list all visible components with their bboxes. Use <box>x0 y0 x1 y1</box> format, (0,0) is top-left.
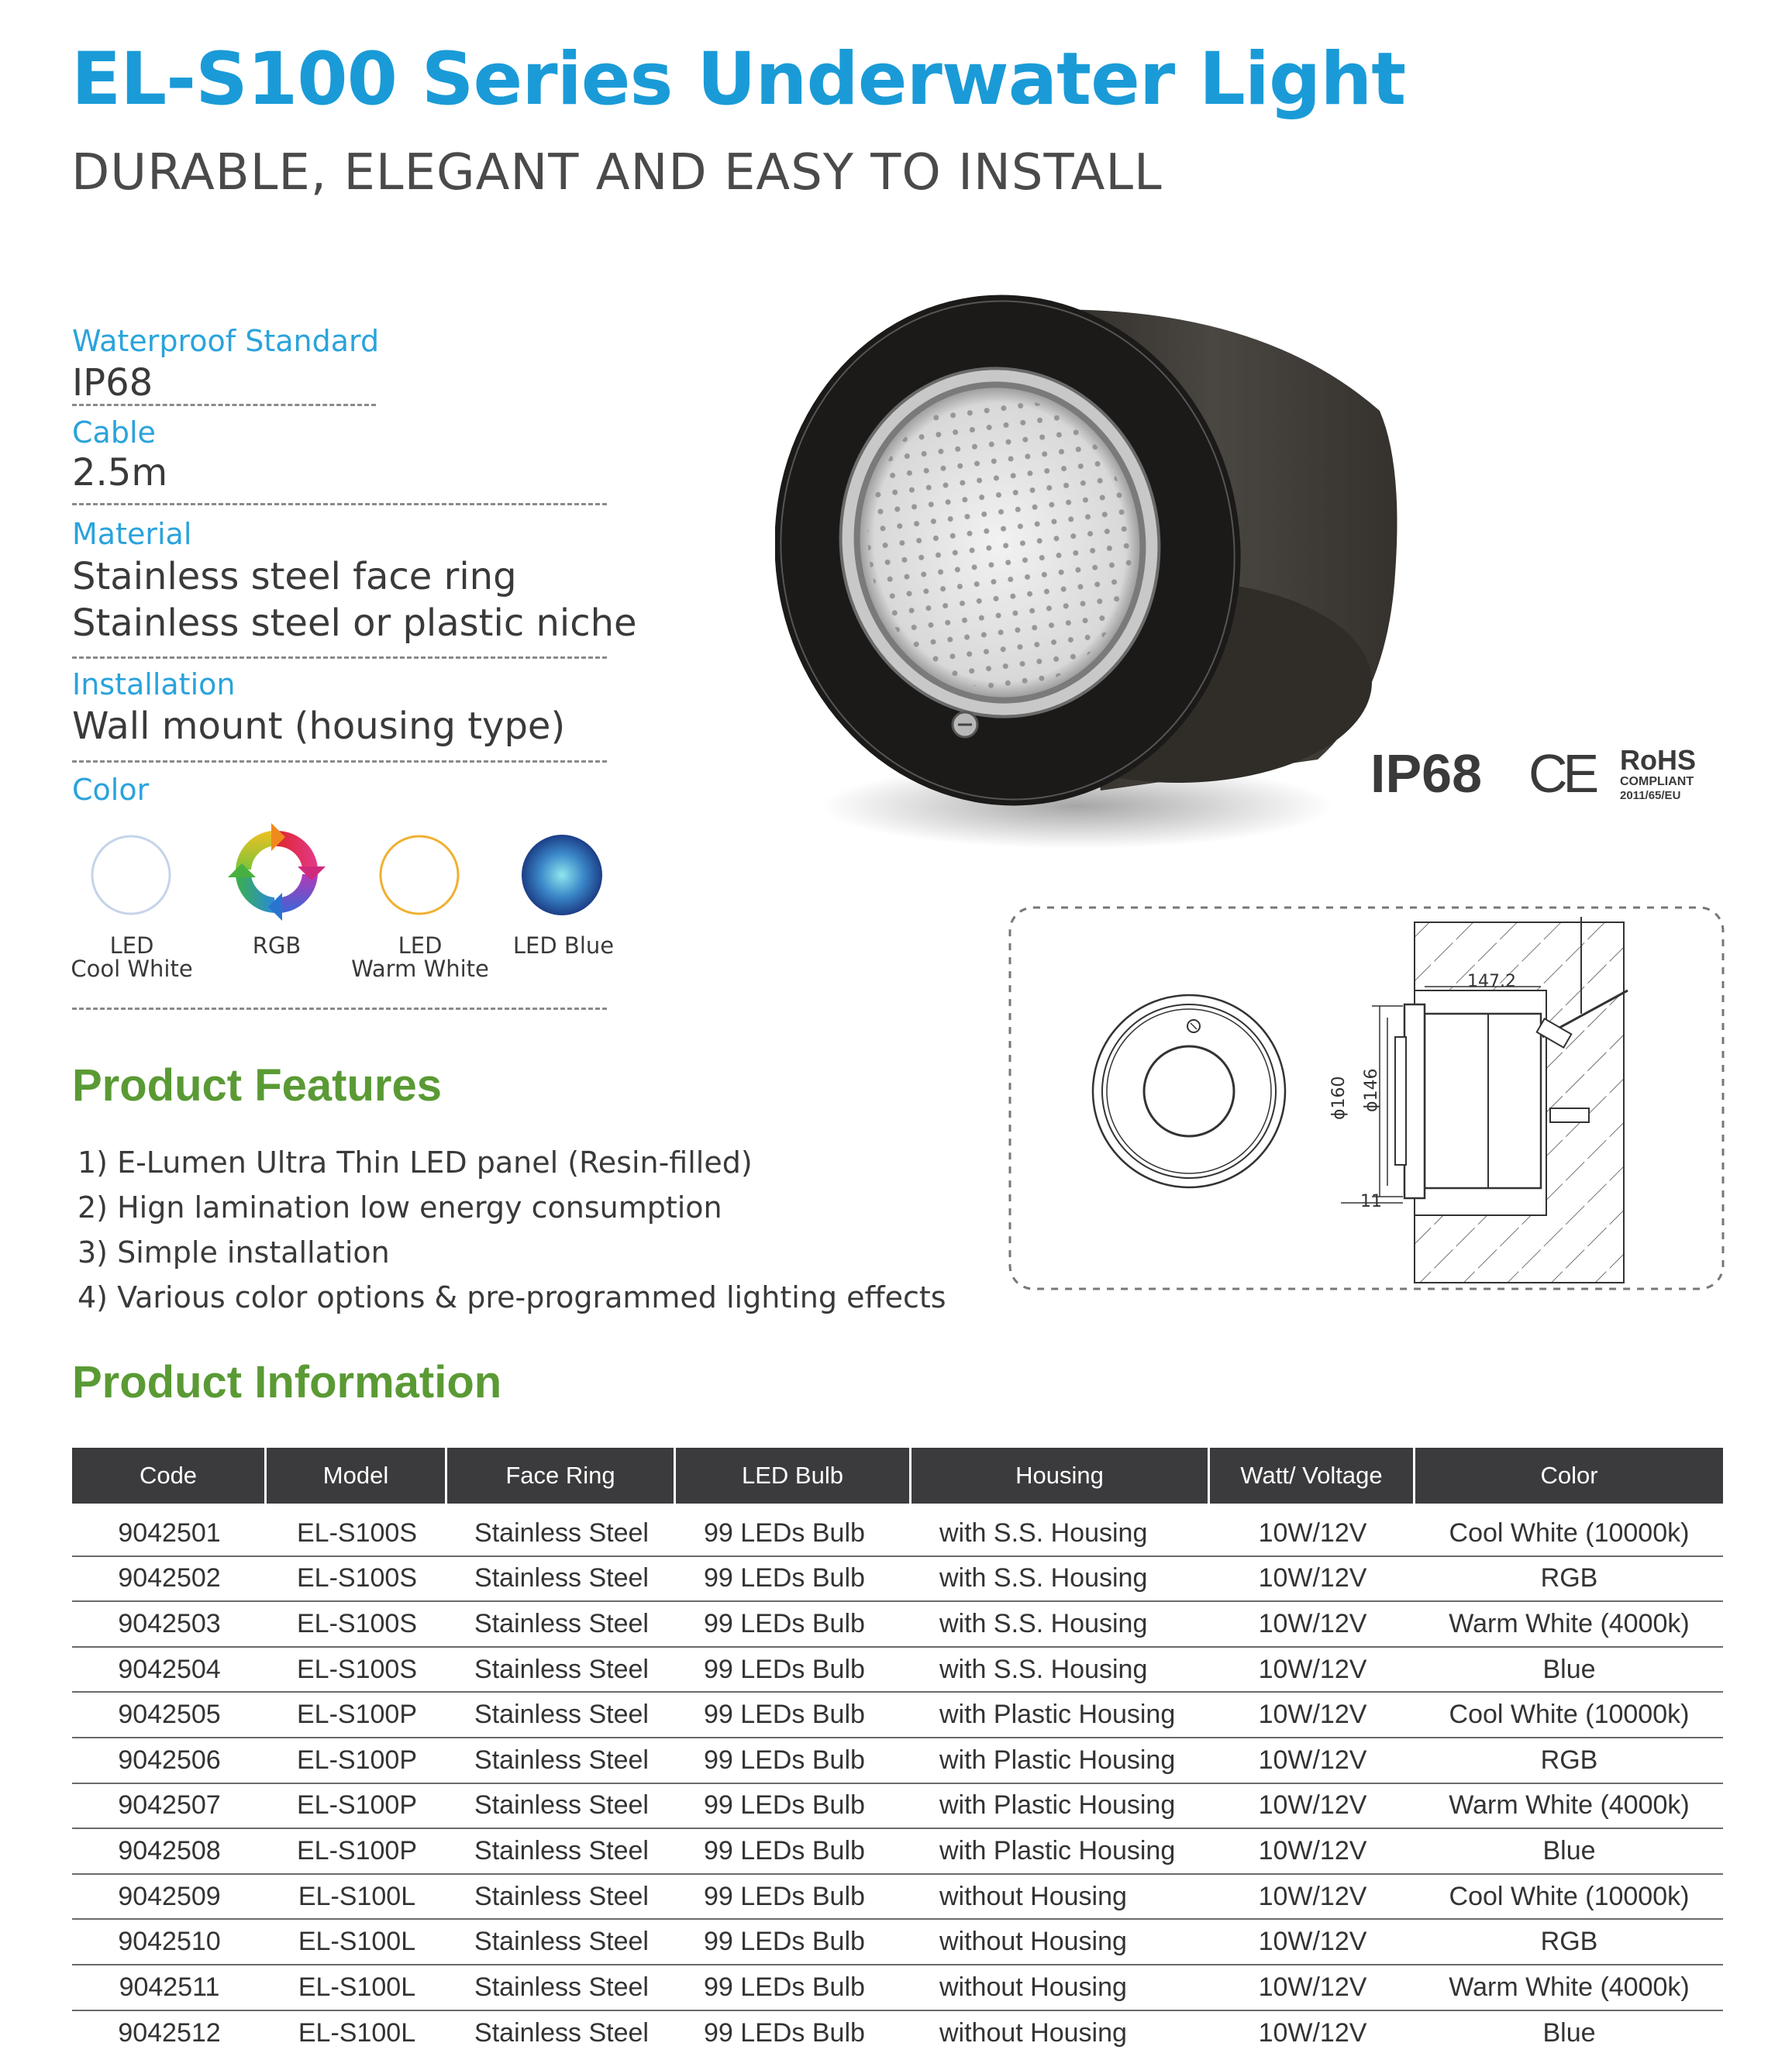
cell-color: RGB <box>1540 1927 1598 1957</box>
cell-led-bulb: 99 LEDs Bulb <box>704 1608 865 1638</box>
cell-code: 9042507 <box>118 1790 221 1821</box>
table-row <box>72 1784 1723 1830</box>
cell-model: EL-S100L <box>298 1881 416 1911</box>
spec-value-cable: 2.5m <box>72 451 168 494</box>
cell-watt-voltage: 10W/12V <box>1258 1608 1367 1638</box>
cell-housing: with Plastic Housing <box>939 1745 1176 1775</box>
table-row <box>72 1557 1723 1603</box>
cell-code: 9042501 <box>118 1518 221 1548</box>
spec-label-color: Color <box>72 773 150 807</box>
feature-item: 2) Hign lamination low energy consumption <box>78 1190 722 1225</box>
column-header-face-ring: Face Ring <box>447 1448 676 1504</box>
cell-face-ring: Stainless Steel <box>474 2018 649 2048</box>
column-header-color: Color <box>1540 1462 1598 1489</box>
cell-code: 9042510 <box>118 1927 221 1957</box>
product-info-heading: Product Information <box>72 1357 502 1407</box>
cell-color: Warm White (4000k) <box>1449 1972 1690 2002</box>
cell-watt-voltage: 10W/12V <box>1258 1745 1367 1775</box>
swatch-label-rgb: RGB <box>252 932 302 959</box>
column-header-housing: Housing <box>912 1448 1210 1504</box>
cell-model: EL-S100S <box>297 1654 417 1684</box>
cell-code: 9042512 <box>118 2018 221 2048</box>
dim-flange: 11 <box>1360 1192 1382 1211</box>
table-row <box>72 1648 1723 1693</box>
cell-face-ring: Stainless Steel <box>474 1654 649 1684</box>
cell-color: Warm White (4000k) <box>1449 1608 1690 1638</box>
product-image <box>775 248 1473 868</box>
cell-face-ring: Stainless Steel <box>474 1518 649 1548</box>
cell-led-bulb: 99 LEDs Bulb <box>704 1563 865 1593</box>
cell-color: Cool White (10000k) <box>1449 1700 1690 1730</box>
cell-model: EL-S100P <box>297 1745 417 1775</box>
cell-housing: without Housing <box>939 1927 1127 1957</box>
cell-color: Cool White (10000k) <box>1449 1518 1690 1548</box>
cell-housing: with S.S. Housing <box>939 1608 1148 1638</box>
dim-inner-diameter: ϕ146 <box>1362 1068 1381 1112</box>
divider <box>72 656 607 659</box>
cell-model: EL-S100L <box>298 1972 416 2002</box>
rgb-cycle-icon <box>226 822 327 922</box>
cell-led-bulb: 99 LEDs Bulb <box>704 1745 865 1775</box>
cell-model: EL-S100P <box>297 1835 417 1865</box>
cell-watt-voltage: 10W/12V <box>1258 1563 1367 1593</box>
warm-white-swatch-icon <box>374 829 465 921</box>
cell-code: 9042504 <box>118 1654 221 1684</box>
cell-face-ring: Stainless Steel <box>474 1881 649 1911</box>
features-heading: Product Features <box>72 1060 442 1111</box>
cell-color: RGB <box>1540 1745 1598 1775</box>
spec-value-installation: Wall mount (housing type) <box>72 705 566 748</box>
page-subtitle: DURABLE, ELEGANT AND EASY TO INSTALL <box>71 144 1163 202</box>
cell-face-ring: Stainless Steel <box>474 1835 649 1865</box>
table-row <box>72 1511 1723 1557</box>
cell-housing: with S.S. Housing <box>939 1563 1148 1593</box>
swatch-label-blue: LED Blue <box>512 932 615 959</box>
table-body <box>72 1504 1723 2056</box>
cell-model: EL-S100S <box>297 1563 417 1593</box>
spec-label-material: Material <box>72 517 192 551</box>
cell-watt-voltage: 10W/12V <box>1258 1700 1367 1730</box>
cell-face-ring: Stainless Steel <box>474 1790 649 1821</box>
cell-code: 9042505 <box>118 1700 221 1730</box>
cell-housing: without Housing <box>939 1881 1127 1911</box>
blue-swatch-icon <box>516 829 608 921</box>
cell-face-ring: Stainless Steel <box>474 1927 649 1957</box>
cell-watt-voltage: 10W/12V <box>1258 1790 1367 1821</box>
cell-code: 9042509 <box>118 1881 221 1911</box>
product-table <box>72 1448 1723 2056</box>
cell-housing: with Plastic Housing <box>939 1790 1176 1821</box>
cell-watt-voltage: 10W/12V <box>1258 1654 1367 1684</box>
cell-code: 9042503 <box>118 1608 221 1638</box>
cell-color: RGB <box>1540 1563 1598 1593</box>
cell-led-bulb: 99 LEDs Bulb <box>704 1835 865 1865</box>
cell-color: Blue <box>1542 1835 1596 1865</box>
cell-led-bulb: 99 LEDs Bulb <box>704 1518 865 1548</box>
table-row <box>72 1693 1723 1738</box>
cell-watt-voltage: 10W/12V <box>1258 1927 1367 1957</box>
cell-watt-voltage: 10W/12V <box>1258 1972 1367 2002</box>
cell-face-ring: Stainless Steel <box>474 1972 649 2002</box>
ip68-mark: IP68 <box>1370 743 1482 804</box>
table-row <box>72 1829 1723 1875</box>
cell-housing: with S.S. Housing <box>939 1518 1148 1548</box>
divider <box>72 760 607 763</box>
column-header-led-bulb: LED Bulb <box>676 1448 912 1504</box>
divider <box>72 503 607 505</box>
cell-housing: without Housing <box>939 2018 1127 2048</box>
spec-value-material-1: Stainless steel face ring <box>72 555 517 598</box>
cell-led-bulb: 99 LEDs Bulb <box>704 1927 865 1957</box>
ce-mark: CE <box>1528 743 1595 804</box>
dim-depth: 147.2 <box>1467 972 1516 991</box>
column-header-code: Code <box>72 1448 267 1504</box>
spec-label-waterproof: Waterproof Standard <box>72 324 380 358</box>
cell-model: EL-S100L <box>298 1927 416 1957</box>
table-header <box>72 1448 1723 1504</box>
cell-watt-voltage: 10W/12V <box>1258 1835 1367 1865</box>
cell-led-bulb: 99 LEDs Bulb <box>704 1654 865 1684</box>
feature-item: 4) Various color options & pre-programmed lighting effects <box>78 1280 946 1314</box>
cell-led-bulb: 99 LEDs Bulb <box>704 2018 865 2048</box>
spec-label-installation: Installation <box>72 667 236 701</box>
cell-color: Blue <box>1542 2018 1596 2048</box>
table-row <box>72 1920 1723 1965</box>
rohs-compliant: COMPLIANT <box>1620 775 1694 788</box>
cell-face-ring: Stainless Steel <box>474 1745 649 1775</box>
spec-value-waterproof: IP68 <box>72 361 153 405</box>
cell-watt-voltage: 10W/12V <box>1258 2018 1367 2048</box>
cell-led-bulb: 99 LEDs Bulb <box>704 1790 865 1821</box>
divider <box>72 1008 607 1010</box>
dim-outer-diameter: ϕ160 <box>1329 1076 1349 1120</box>
cell-model: EL-S100S <box>297 1518 417 1548</box>
table-row <box>72 1602 1723 1648</box>
table-row <box>72 1875 1723 1921</box>
table-row <box>72 1965 1723 2011</box>
cell-code: 9042502 <box>118 1563 221 1593</box>
cell-housing: without Housing <box>939 1972 1127 2002</box>
cell-code: 9042508 <box>118 1835 221 1865</box>
rohs-mark: RoHS <box>1620 744 1696 776</box>
cell-face-ring: Stainless Steel <box>474 1608 649 1638</box>
cell-model: EL-S100S <box>297 1608 417 1638</box>
cell-housing: with S.S. Housing <box>939 1654 1148 1684</box>
feature-item: 3) Simple installation <box>78 1235 390 1269</box>
cell-color: Warm White (4000k) <box>1449 1790 1690 1821</box>
cell-face-ring: Stainless Steel <box>474 1563 649 1593</box>
rohs-directive: 2011/65/EU <box>1620 789 1681 802</box>
cell-led-bulb: 99 LEDs Bulb <box>704 1881 865 1911</box>
cell-color: Blue <box>1542 1654 1596 1684</box>
spec-label-cable: Cable <box>72 415 156 450</box>
cell-led-bulb: 99 LEDs Bulb <box>704 1972 865 2002</box>
cell-model: EL-S100P <box>297 1790 417 1821</box>
table-row <box>72 1738 1723 1784</box>
divider <box>72 404 376 406</box>
cell-watt-voltage: 10W/12V <box>1258 1518 1367 1548</box>
cool-white-swatch-icon <box>85 829 177 921</box>
cell-led-bulb: 99 LEDs Bulb <box>704 1700 865 1730</box>
cell-code: 9042506 <box>118 1745 221 1775</box>
page-title: EL-S100 Series Underwater Light <box>71 37 1406 122</box>
cell-color: Cool White (10000k) <box>1449 1881 1690 1911</box>
swatch-label-cool-white: LED Cool White <box>71 932 193 982</box>
column-header-watt-voltage: Watt/ Voltage <box>1210 1448 1415 1504</box>
cell-face-ring: Stainless Steel <box>474 1700 649 1730</box>
cell-housing: with Plastic Housing <box>939 1700 1176 1730</box>
spec-value-material-2: Stainless steel or plastic niche <box>72 601 637 645</box>
cell-code: 9042511 <box>119 1972 220 2002</box>
table-row <box>72 2011 1723 2057</box>
cell-housing: with Plastic Housing <box>939 1835 1176 1865</box>
cell-model: EL-S100P <box>297 1700 417 1730</box>
cell-model: EL-S100L <box>298 2018 416 2048</box>
feature-item: 1) E-Lumen Ultra Thin LED panel (Resin-filled) <box>78 1145 753 1180</box>
cell-watt-voltage: 10W/12V <box>1258 1881 1367 1911</box>
swatch-label-warm-white: LED Warm White <box>351 932 489 982</box>
column-header-model: Model <box>267 1448 447 1504</box>
